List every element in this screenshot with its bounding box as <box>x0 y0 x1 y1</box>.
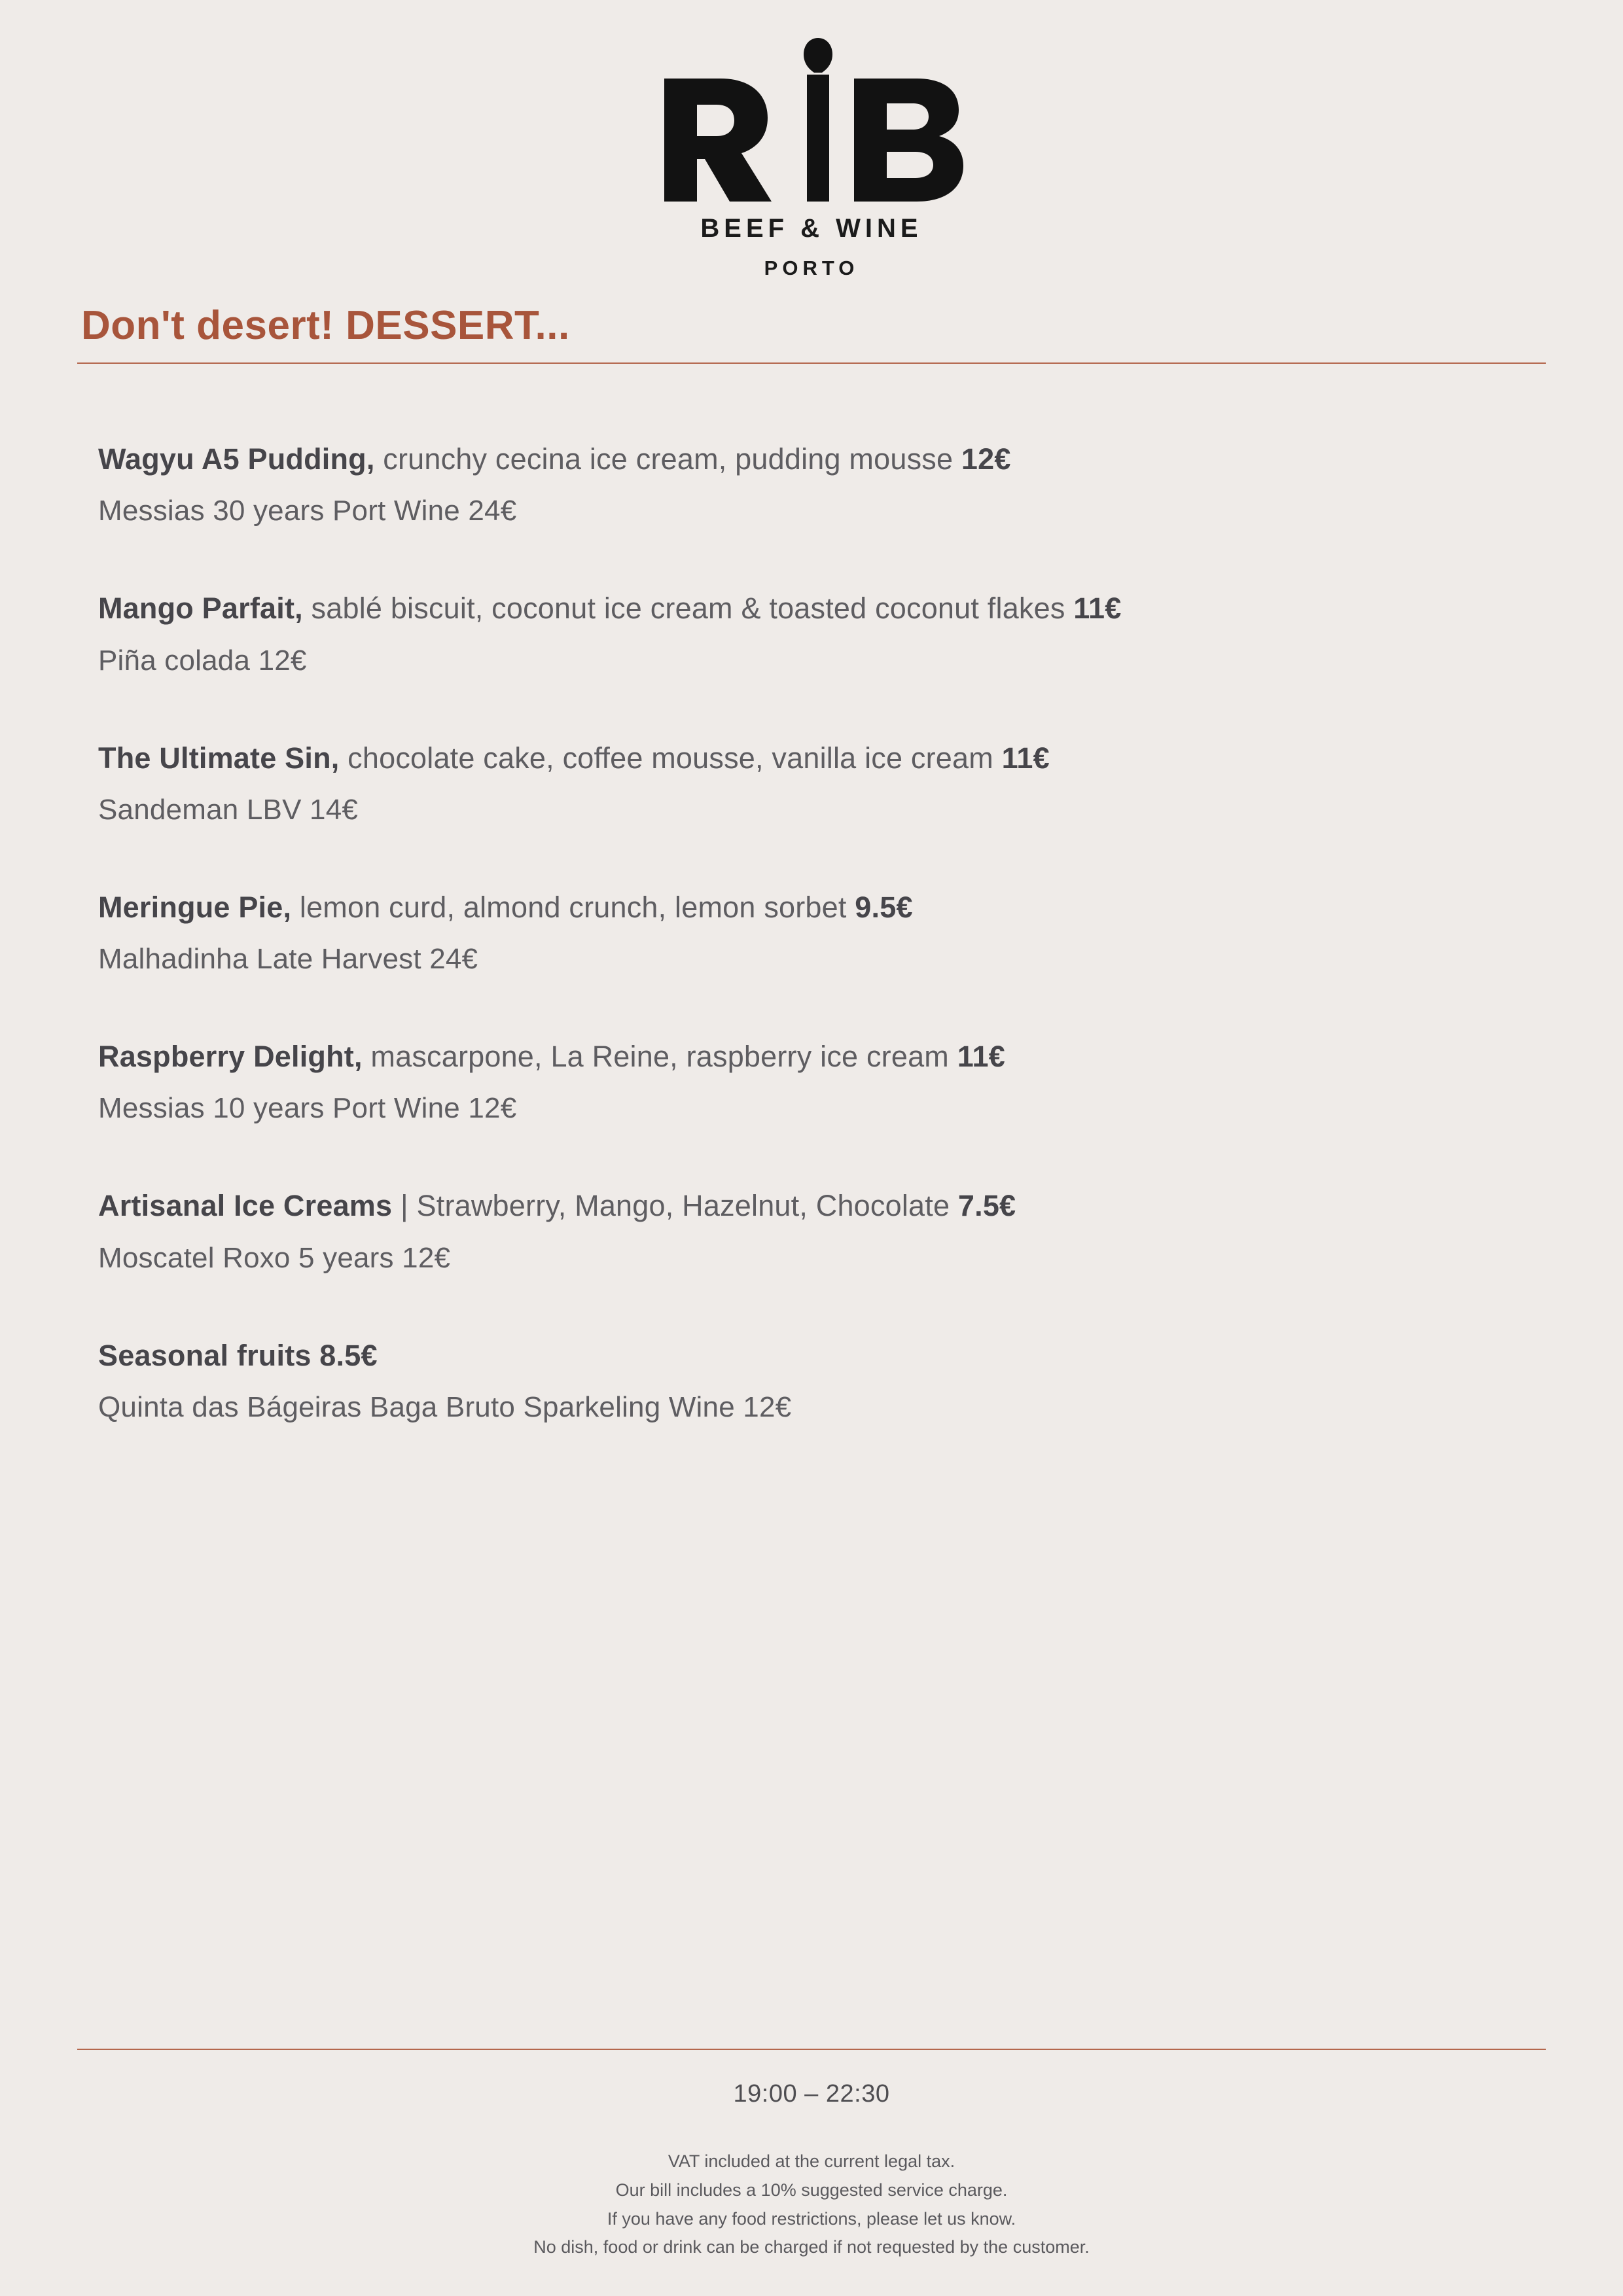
page-footer <box>77 2049 1546 2262</box>
menu-item-pairing: Messias 30 years Port Wine 24€ <box>98 495 517 527</box>
rib-logo <box>658 38 965 202</box>
menu-item-price: 11€ <box>957 1040 1005 1074</box>
legal-note-line: VAT included at the current legal tax. <box>668 2151 955 2172</box>
menu-item-description: sablé biscuit, coconut ice cream & toasted coconut flakes <box>311 592 1065 626</box>
menu-item-name: Meringue Pie, <box>98 890 292 924</box>
menu-item-name: Raspberry Delight, <box>98 1040 363 1074</box>
menu-item-line <box>98 889 1546 926</box>
menu-item-price: 9.5€ <box>855 890 913 924</box>
menu-item-price: 11€ <box>1001 741 1050 775</box>
menu-item-line <box>98 590 1546 627</box>
menu-item-price: 11€ <box>1073 592 1122 626</box>
menu-item <box>98 590 1546 677</box>
menu-item-pairing: Sandeman LBV 14€ <box>98 793 359 826</box>
menu-item-pairing: Messias 10 years Port Wine 12€ <box>98 1092 517 1125</box>
legal-note-line: If you have any food restrictions, please let us know. <box>607 2208 1016 2229</box>
menu-item-name: Wagyu A5 Pudding, <box>98 442 375 476</box>
brand-header <box>77 0 1546 280</box>
menu-item <box>98 740 1546 826</box>
menu-item-pairing: Piña colada 12€ <box>98 644 307 677</box>
page-title: Don't desert! DESSERT... <box>81 303 570 348</box>
menu-item-description: chocolate cake, coffee mousse, vanilla ice cream <box>348 741 993 775</box>
service-hours: 19:00 – 22:30 <box>733 2080 890 2108</box>
menu-item <box>98 1337 1546 1424</box>
menu-items-list <box>77 441 1546 1424</box>
menu-item-name: Artisanal Ice Creams <box>98 1189 393 1223</box>
footer-divider <box>77 2049 1546 2050</box>
menu-title-block <box>77 304 1546 364</box>
menu-item-description: mascarpone, La Reine, raspberry ice cream <box>370 1040 949 1074</box>
title-divider <box>77 362 1546 364</box>
menu-item-description: | Strawberry, Mango, Hazelnut, Chocolate <box>400 1189 950 1223</box>
menu-item-price: 12€ <box>961 442 1011 476</box>
legal-notes <box>77 2147 1546 2262</box>
menu-item-line <box>98 740 1546 777</box>
menu-item-pairing: Quinta das Bágeiras Baga Bruto Sparkeling Wine 12€ <box>98 1390 792 1423</box>
menu-item-name: Seasonal fruits 8.5€ <box>98 1338 378 1372</box>
legal-note-line: Our bill includes a 10% suggested service charge. <box>615 2180 1008 2200</box>
menu-item-description: crunchy cecina ice cream, pudding mousse <box>383 442 954 476</box>
menu-item-name: The Ultimate Sin, <box>98 741 340 775</box>
menu-item-line <box>98 441 1546 478</box>
brand-subtitle: BEEF & WINE <box>700 214 923 243</box>
menu-item <box>98 1038 1546 1125</box>
menu-item-name: Mango Parfait, <box>98 592 303 626</box>
menu-item-line <box>98 1038 1546 1075</box>
menu-item-pairing: Moscatel Roxo 5 years 12€ <box>98 1241 451 1274</box>
menu-item-line <box>98 1337 1546 1374</box>
legal-note-line: No dish, food or drink can be charged if not requested by the customer. <box>533 2237 1090 2257</box>
brand-city: PORTO <box>764 256 859 279</box>
menu-item-pairing: Malhadinha Late Harvest 24€ <box>98 943 478 976</box>
menu-item-description: lemon curd, almond crunch, lemon sorbet <box>299 890 847 924</box>
menu-item <box>98 441 1546 527</box>
menu-item-line <box>98 1188 1546 1224</box>
menu-item-price: 7.5€ <box>957 1189 1016 1223</box>
menu-item <box>98 1188 1546 1274</box>
menu-item <box>98 889 1546 976</box>
